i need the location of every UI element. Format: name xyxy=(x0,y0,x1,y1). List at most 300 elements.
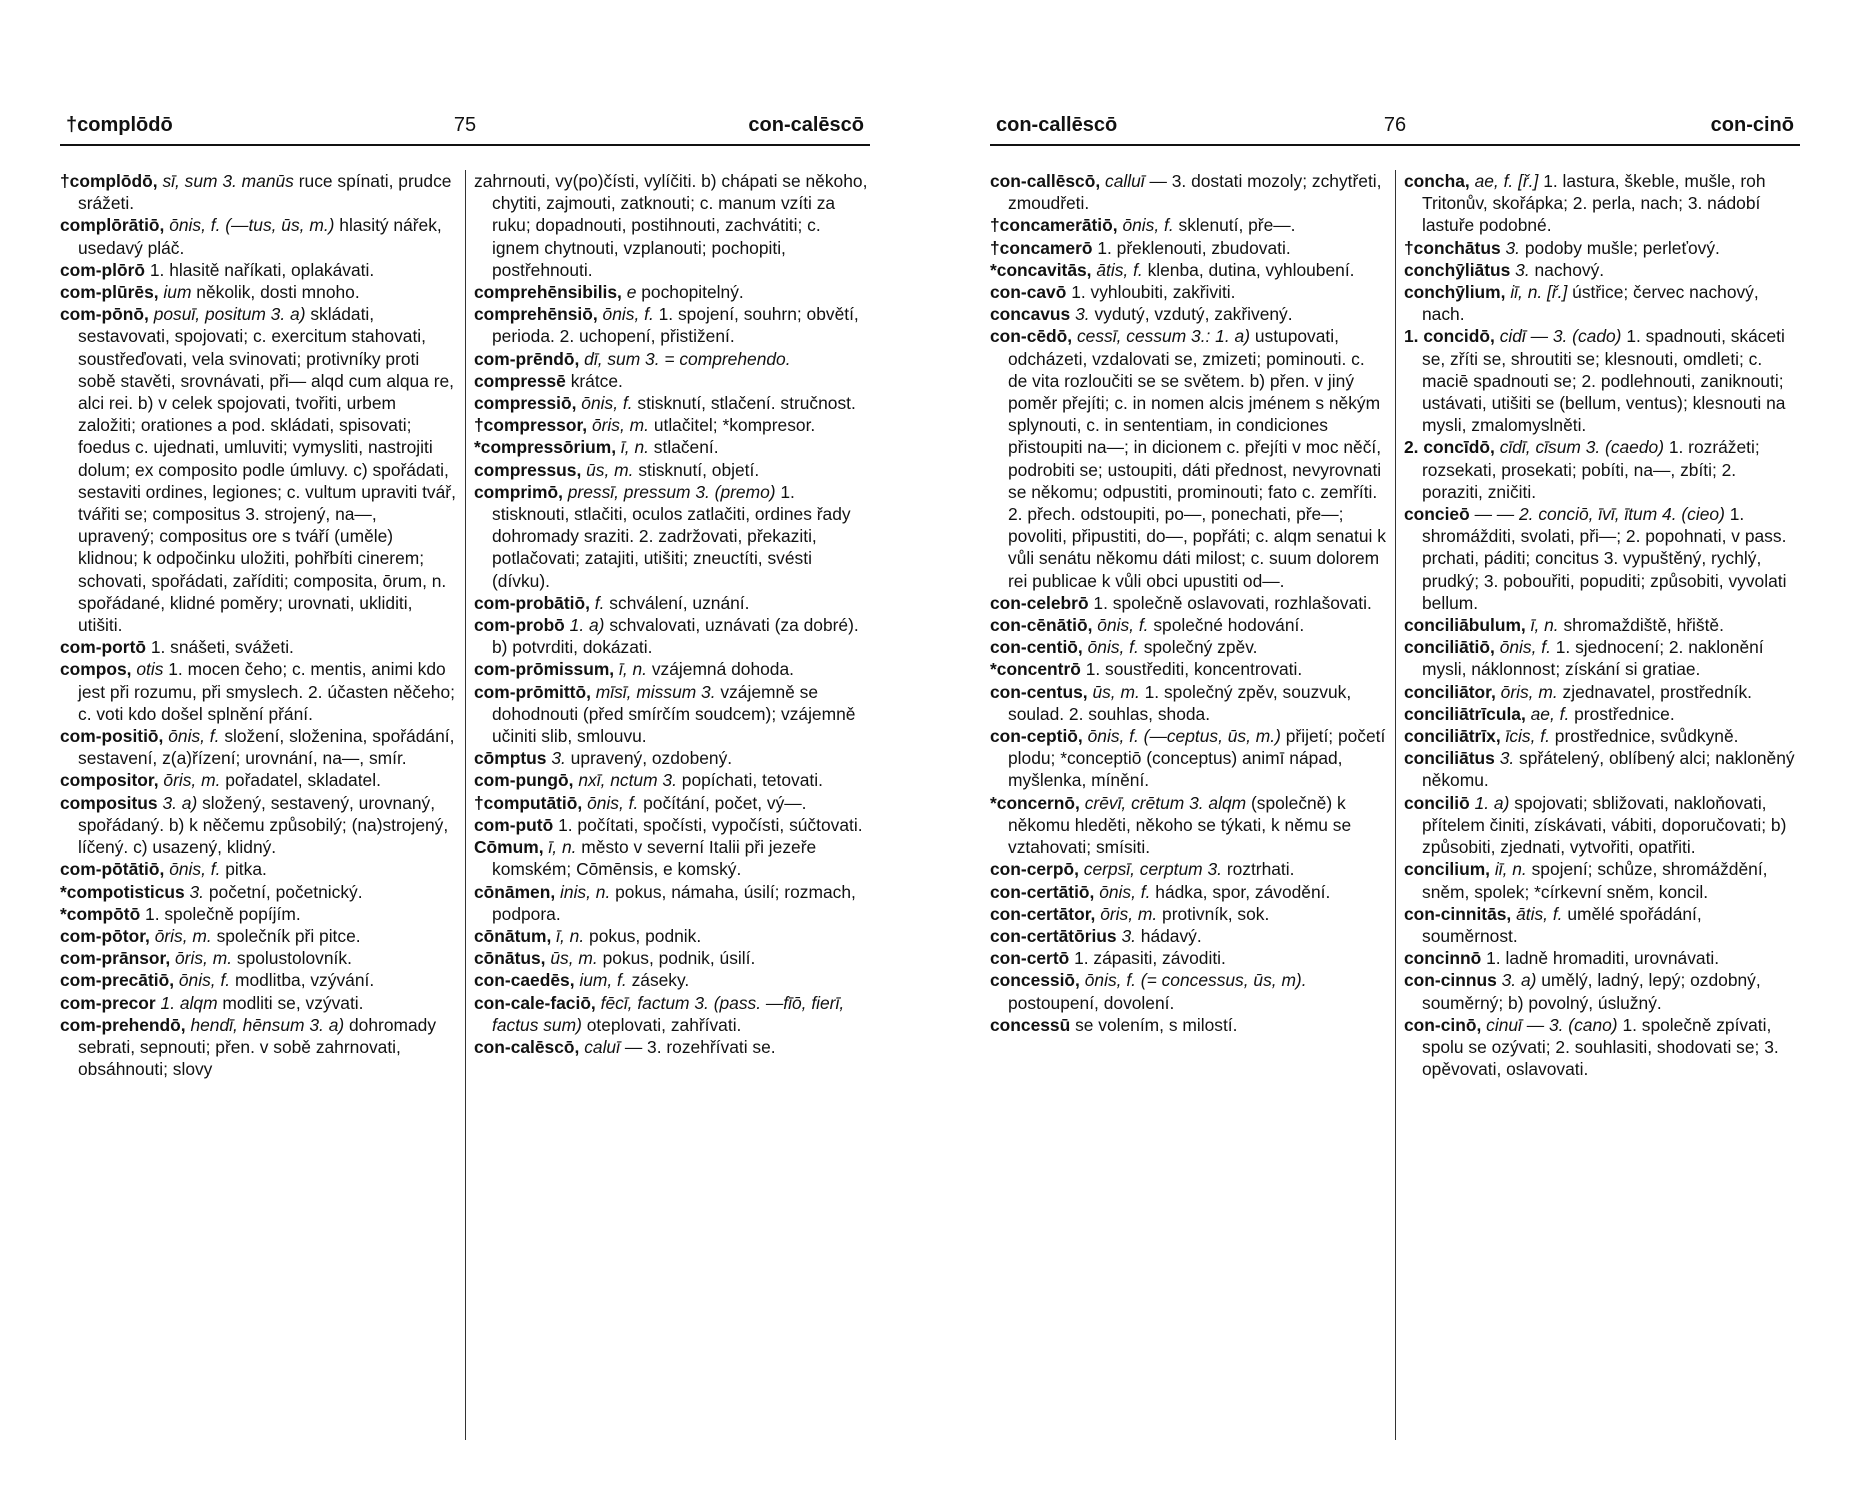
dictionary-entry xyxy=(990,681,1386,725)
entry-definition: stisknutí, objetí. xyxy=(638,459,760,480)
dictionary-entry xyxy=(1404,725,1800,747)
dictionary-entry xyxy=(1404,436,1800,503)
entry-headword: con-certō xyxy=(990,948,1070,969)
entry-grammar: caluī xyxy=(584,1036,620,1057)
entry-definition: 1. spadnouti, skáceti se, zříti se, shroutiti se; klesnouti, omdleti; c. maciē spadnouti se; 2. podlehnouti, zaniknouti; ustávati, utišiti se (bellum, ventus); klesnouti na mysli, zmalomyslněti. xyxy=(1422,326,1786,436)
entry-definition: — 3. dostati mozoly; zchytřeti, zmoudřeti. xyxy=(1008,171,1382,214)
entry-grammar: fēcī, factum 3. (pass. —fīō, fierī, factus sum) xyxy=(492,992,845,1035)
entry-grammar: cessī, cessum 3.: 1. a) xyxy=(1076,326,1250,347)
entry-definition: upravený, ozdobený. xyxy=(570,748,733,769)
dictionary-entry xyxy=(60,992,456,1014)
entry-grammar: otis xyxy=(136,659,164,680)
entry-grammar: — — 2. conciō, īvī, ītum 4. (cieo) xyxy=(1474,504,1725,525)
entry-definition: podoby mušle; perleťový. xyxy=(1524,237,1720,258)
entry-definition: pokus, podnik, úsilí. xyxy=(602,948,756,969)
entry-headword: con-callēscō, xyxy=(990,171,1101,191)
entry-headword: con-centiō, xyxy=(990,637,1083,658)
entry-headword: com-pungō, xyxy=(474,770,574,791)
dictionary-entry xyxy=(990,281,1386,303)
entry-definition: umělé spořádání, souměrnost. xyxy=(1422,903,1702,946)
entry-headword: compressus, xyxy=(474,459,582,480)
dictionary-entry xyxy=(474,925,870,947)
entry-headword: com-prēndō, xyxy=(474,348,580,369)
entry-definition: 1. společně zpívati, spolu se ozývati; 2. souhlasiti, shodovati se; 3. opěvovati, oslavovati. xyxy=(1422,1014,1779,1080)
entry-grammar: e xyxy=(626,282,637,303)
entry-headword: con-cerpō, xyxy=(990,859,1079,880)
dictionary-entry xyxy=(1404,503,1800,614)
entry-headword: conciliābulum, xyxy=(1404,615,1526,636)
entry-definition: pokus, námaha, úsilí; rozmach, podpora. xyxy=(492,881,856,924)
entry-definition: skládati, sestavovati, spojovati; c. exercitum stahovati, soustřeďovati, vela svinovati; protivníky proti sobě stavěti, srovnávati, při— alqd cum alqua re, alci rei. b) v celek spojovati, tvořiti, urbem založiti; orationes a pod. skládati, spisovati; foedus c. ujednati, umluviti; vymysliti, nastrojiti dolum; ex composito podle úmluvy. c) spořádati, sestaviti ordines, legiones; c. vultum upraviti tvář, tvářiti se; compositus 3. strojený, na—, upravený; compositus ore s tváří (uměle) klidnou; k odpočinku uložiti, pohřbíti cinerem; schovati, spořádati, zaříditi; composita, ōrum, n. spořádané, klidné poměry; urovnati, ukliditi, utišiti. xyxy=(78,304,456,636)
entry-grammar: cerpsī, cerptum 3. xyxy=(1083,859,1222,880)
entry-grammar: 1. a) xyxy=(569,615,605,636)
dictionary-page-left xyxy=(60,0,870,1500)
entry-headword: com-plōrō xyxy=(60,259,146,280)
entry-headword: conciliātiō, xyxy=(1404,637,1495,658)
entry-grammar: ī, n. xyxy=(548,837,577,858)
entry-grammar: ōnis, f. xyxy=(602,304,654,325)
entry-grammar: ōris, m. xyxy=(1100,903,1158,924)
entry-headword: *compōtō xyxy=(60,903,141,924)
dictionary-entry xyxy=(60,170,456,214)
entry-headword: con-caedēs, xyxy=(474,970,575,991)
entry-headword: cōnāmen, xyxy=(474,881,556,902)
dictionary-entry xyxy=(1404,614,1800,636)
entry-headword: con-cinnitās, xyxy=(1404,903,1512,924)
dictionary-entry xyxy=(474,947,870,969)
dictionary-entry xyxy=(60,947,456,969)
entry-definition: postoupení, dovolení. xyxy=(1008,992,1175,1013)
entry-grammar: iī, n. [ř.] xyxy=(1510,282,1568,303)
entry-definition: pořadatel, skladatel. xyxy=(225,770,381,791)
entry-headword: con-certātōrius xyxy=(990,925,1117,946)
entry-definition: záseky. xyxy=(631,970,690,991)
entry-definition: hádka, spor, závodění. xyxy=(1155,881,1331,902)
entry-definition: popíchati, tetovati. xyxy=(681,770,823,791)
entry-definition: oteplovati, zahřívati. xyxy=(586,1014,742,1035)
dictionary-entry xyxy=(990,858,1386,880)
entry-definition: roztrhati. xyxy=(1226,859,1295,880)
entry-definition: pokus, podnik. xyxy=(589,925,702,946)
dictionary-entry xyxy=(1404,636,1800,680)
entry-grammar: ōnis, f. (= concessus, ūs, m). xyxy=(1084,970,1307,991)
entry-grammar: ōris, m. xyxy=(175,948,233,969)
dictionary-entry xyxy=(990,969,1386,1013)
header-guide-word-left: †complōdō xyxy=(66,114,173,136)
entry-definition: početní, početnický. xyxy=(208,881,363,902)
entry-headword: con-calēscō, xyxy=(474,1036,580,1057)
entry-grammar: ī, n. xyxy=(1530,615,1559,636)
dictionary-entry xyxy=(60,858,456,880)
entry-grammar: ōnis, f. xyxy=(1122,215,1174,236)
entry-headword: conchӯlium, xyxy=(1404,282,1506,303)
dictionary-entry xyxy=(474,1036,870,1058)
dictionary-entry xyxy=(60,792,456,859)
entry-grammar: sī, sum 3. manūs xyxy=(162,171,294,191)
entry-grammar: ātis, f. xyxy=(1516,903,1563,924)
entry-definition: 1. shromážditi, svolati, při—; 2. popohnati, v pass. prchati, páditi; concitus 3. vypuštěný, rychlý, prudký; 3. pobouřiti, popuditi; způsobiti, vyvolati bellum. xyxy=(1422,504,1787,613)
entry-grammar: ōnis, f. (—ceptus, ūs, m.) xyxy=(1087,726,1281,747)
entry-grammar: ōnis, f. (—tus, ūs, m.) xyxy=(169,215,335,236)
entry-definition: dohromady sebrati, sepnouti; přen. v sobě zahrnovati, obsáhnouti; slovy xyxy=(78,1014,437,1080)
dictionary-entry xyxy=(1404,170,1800,237)
entry-definition: prostřednice. xyxy=(1574,703,1675,724)
dictionary-entry xyxy=(990,925,1386,947)
entry-headword: con-certātiō, xyxy=(990,881,1095,902)
dictionary-entry xyxy=(990,237,1386,259)
entry-grammar: ōnis, f. xyxy=(178,970,231,991)
entry-headword: com-pōnō, xyxy=(60,304,149,325)
entry-headword: con-cale-faciō, xyxy=(474,992,596,1013)
dictionary-entry xyxy=(474,414,870,436)
entry-grammar: ōris, m. xyxy=(163,770,221,791)
entry-grammar: nxī, nctum 3. xyxy=(578,770,677,791)
dictionary-entry xyxy=(990,903,1386,925)
dictionary-entry xyxy=(1404,281,1800,325)
dictionary-entry xyxy=(1404,792,1800,859)
entry-headword: †concamerō xyxy=(990,237,1093,258)
dictionary-entry xyxy=(60,636,456,658)
entry-definition: stisknutí, stlačení. stručnost. xyxy=(637,393,856,414)
entry-grammar: ūs, m. xyxy=(586,459,634,480)
entry-headword: conciliātus xyxy=(1404,748,1495,769)
entry-definition: počítání, počet, vý—. xyxy=(643,792,807,813)
dictionary-entry xyxy=(990,303,1386,325)
entry-headword: †compressor, xyxy=(474,415,588,436)
entry-grammar: 3. xyxy=(551,748,566,769)
entry-headword: †complōdō, xyxy=(60,171,158,191)
entry-grammar: ium, f. xyxy=(579,970,627,991)
entry-grammar: ōris, m. xyxy=(591,415,649,436)
entry-grammar: ae, f. [ř.] xyxy=(1474,171,1539,191)
entry-headword: conciliātrīx, xyxy=(1404,726,1501,747)
entry-definition: prostřednice, svůdkyně. xyxy=(1554,726,1739,747)
page-number: 75 xyxy=(453,114,477,136)
entry-definition: 1. vyhloubiti, zakřiviti. xyxy=(1071,282,1236,303)
entry-grammar: 3. xyxy=(1505,237,1521,258)
dictionary-entry xyxy=(474,592,870,614)
dictionary-entry xyxy=(1404,858,1800,902)
dictionary-entry xyxy=(474,459,870,481)
dictionary-entry xyxy=(1404,703,1800,725)
entry-grammar: cīdī, cīsum 3. (caedo) xyxy=(1499,437,1664,458)
dictionary-entry xyxy=(1404,1014,1800,1081)
entry-headword: conciliātrīcula, xyxy=(1404,703,1526,724)
entry-definition: 1. mocen čeho; c. mentis, animi kdo jest při rozumu, při smyslech. 2. účasten něčeho; c. voti kdo došel splnění přání. xyxy=(78,659,455,724)
entry-headword: Cōmum, xyxy=(474,837,544,858)
entry-headword: conchӯliātus xyxy=(1404,259,1511,280)
entry-headword: com-pōtor, xyxy=(60,925,150,946)
dictionary-entry xyxy=(474,658,870,680)
entry-definition: 1. společně oslavovati, rozhlašovati. xyxy=(1093,592,1372,613)
entry-headword: com-precātiō, xyxy=(60,970,175,991)
entry-definition: ústřice; červec nachový, nach. xyxy=(1422,282,1759,325)
entry-definition: město v severní Italii při jezeře komském; Cōmēnsis, e komský. xyxy=(492,837,817,880)
entry-definition: schválení, uznání. xyxy=(609,592,750,613)
entry-definition: 1. ladně hromaditi, urovnávati. xyxy=(1486,948,1720,969)
entry-grammar: cidī — 3. (cado) xyxy=(1499,326,1622,347)
dictionary-entry xyxy=(474,392,870,414)
entry-grammar: ium xyxy=(163,282,192,303)
dictionary-entry xyxy=(1404,259,1800,281)
dictionary-entry xyxy=(474,681,870,748)
entry-definition: zahrnouti, vy(po)čísti, vylíčiti. b) chápati se někoho, chytiti, zajmouti, zatknouti; c. manum vzíti za ruku; dopadnouti, postihnouti, zachvátiti; c. ignem chytnouti, vzplanouti; pochopiti, postřehnouti. xyxy=(474,171,868,280)
column-right xyxy=(474,170,870,1058)
dictionary-entry xyxy=(474,348,870,370)
entry-headword: complōrātiō, xyxy=(60,215,165,236)
entry-grammar: mīsī, missum 3. xyxy=(595,681,716,702)
dictionary-entry xyxy=(474,792,870,814)
entry-headword: con-celebrō xyxy=(990,592,1089,613)
entry-definition: spřátelený, oblíbený alci; nakloněný někomu. xyxy=(1422,748,1795,791)
entry-headword: com-prōmissum, xyxy=(474,659,615,680)
entry-headword: con-cinnus xyxy=(1404,970,1497,991)
entry-headword: concessū xyxy=(990,1014,1071,1035)
dictionary-entry xyxy=(990,170,1386,214)
entry-definition: nachový. xyxy=(1534,259,1605,280)
entry-headword: concieō xyxy=(1404,504,1470,525)
column-divider xyxy=(1395,170,1396,1440)
entry-definition: spojovati; sbližovati, nakloňovati, přítelem činiti, získávati, vábiti, doporučovati; b) způsobiti, zjednati, vytvořiti, opatřiti. xyxy=(1422,792,1787,858)
entry-definition: 1. soustřediti, koncentrovati. xyxy=(1085,659,1303,680)
entry-headword: con-cavō xyxy=(990,282,1067,303)
entry-definition: vzájemně se dohodnouti (před smírčím soudcem); vzájemně učiniti slib, smlouvu. xyxy=(492,681,856,747)
dictionary-entry xyxy=(474,769,870,791)
entry-grammar: inis, n. xyxy=(560,881,611,902)
entry-definition: společné hodování. xyxy=(1153,615,1305,636)
entry-headword: com-prehendō, xyxy=(60,1014,186,1035)
dictionary-entry xyxy=(474,281,870,303)
dictionary-entry xyxy=(990,636,1386,658)
column-divider xyxy=(465,170,466,1440)
entry-definition: společný zpěv. xyxy=(1143,637,1258,658)
entry-definition: utlačitel; *kompresor. xyxy=(653,415,816,436)
entry-grammar: 3. xyxy=(189,881,205,902)
entry-headword: com-probō xyxy=(474,615,565,636)
entry-headword: com-plūrēs, xyxy=(60,282,159,303)
dictionary-entry xyxy=(990,1014,1386,1036)
entry-definition: vydutý, vzdutý, zakřivený. xyxy=(1094,304,1293,325)
entry-headword: compressiō, xyxy=(474,393,577,414)
header-guide-word-right: con-cinō xyxy=(1710,114,1794,136)
entry-grammar: 3. a) xyxy=(162,792,198,813)
entry-headword: com-putō xyxy=(474,814,554,835)
entry-definition: přijetí; početí plodu; *conceptiō (conceptus) animī nápad, myšlenka, mínění. xyxy=(1008,726,1386,791)
entry-grammar: ōnis, f. xyxy=(587,792,639,813)
entry-headword: *compressōrium, xyxy=(474,437,617,458)
dictionary-entry xyxy=(474,303,870,347)
dictionary-entry xyxy=(474,814,870,836)
dictionary-entry xyxy=(990,592,1386,614)
entry-grammar: ōris, m. xyxy=(154,925,212,946)
entry-headword: con-cēnātiō, xyxy=(990,615,1093,636)
dictionary-entry xyxy=(60,1014,456,1081)
entry-definition: pitka. xyxy=(225,859,267,880)
entry-definition: modliti se, vzývati. xyxy=(222,992,364,1013)
entry-headword: com-prōmittō, xyxy=(474,681,591,702)
dictionary-entry xyxy=(60,903,456,925)
entry-definition: 1. stisknouti, stlačiti, oculos zatlačiti, ordines řady dohromady sraziti. 2. zadržovati, překaziti, potlačovati; zatajiti, utišiti; zneuctíti, svésti (dívku). xyxy=(492,481,851,591)
entry-definition: zjednavatel, prostředník. xyxy=(1562,681,1752,702)
entry-headword: concessiō, xyxy=(990,970,1080,991)
entry-grammar: ī, n. xyxy=(618,659,647,680)
entry-definition: 1. sjednocení; 2. naklonění mysli, náklonnost; získání si gratiae. xyxy=(1422,637,1764,680)
dictionary-entry xyxy=(990,614,1386,636)
entry-grammar: ōnis, f. xyxy=(581,393,633,414)
entry-grammar: ōnis, f. xyxy=(1087,637,1139,658)
entry-grammar: ae, f. xyxy=(1530,703,1570,724)
entry-headword: compos, xyxy=(60,659,132,680)
entry-grammar: dī, sum 3. = comprehendo. xyxy=(584,348,791,369)
entry-grammar: ōris, m. xyxy=(1500,681,1558,702)
dictionary-entry xyxy=(990,792,1386,859)
entry-definition: 1. společně popíjím. xyxy=(145,903,301,924)
entry-grammar: ī, n. xyxy=(620,437,649,458)
page-number: 76 xyxy=(1383,114,1407,136)
entry-definition: ruce spínati, prudce srážeti. xyxy=(78,171,452,214)
dictionary-entry xyxy=(1404,747,1800,791)
entry-definition: složení, složenina, spořádání, sestavení, z(a)řízení; urovnání, na—, smír. xyxy=(78,726,455,769)
entry-grammar: ōnis, f. xyxy=(1499,637,1551,658)
entry-grammar: 3. a) xyxy=(1501,970,1537,991)
dictionary-page-right xyxy=(990,0,1800,1500)
entry-definition: shromaždiště, hřiště. xyxy=(1563,615,1724,636)
entry-headword: comprehēnsibilis, xyxy=(474,282,622,303)
entry-definition: hádavý. xyxy=(1140,925,1202,946)
entry-definition: sklenutí, pře—. xyxy=(1178,215,1296,236)
column-right xyxy=(1404,170,1800,1080)
entry-headword: †concamerātiō, xyxy=(990,215,1118,236)
entry-grammar: crēvī, crētum 3. alqm xyxy=(1084,792,1247,813)
dictionary-entry xyxy=(60,925,456,947)
dictionary-entry xyxy=(474,881,870,925)
dictionary-entry xyxy=(1404,237,1800,259)
dictionary-entry xyxy=(1404,903,1800,947)
header-guide-word-left: con-callēscō xyxy=(996,114,1118,136)
dictionary-entry xyxy=(474,481,870,592)
entry-grammar: 3. xyxy=(1499,748,1515,769)
dictionary-entry xyxy=(474,170,870,281)
entry-grammar: 3. xyxy=(1121,925,1136,946)
entry-headword: concilium, xyxy=(1404,859,1491,880)
entry-definition: několik, dosti mnoho. xyxy=(196,282,360,303)
entry-headword: com-prānsor, xyxy=(60,948,171,969)
entry-definition: pochopitelný. xyxy=(641,282,744,303)
entry-headword: cōnātus, xyxy=(474,948,546,969)
entry-headword: con-ceptiō, xyxy=(990,726,1083,747)
entry-headword: concavus xyxy=(990,304,1071,325)
column-left xyxy=(990,170,1386,1036)
entry-grammar: ōnis, f. xyxy=(1099,881,1151,902)
dictionary-entry xyxy=(990,947,1386,969)
entry-definition: spojení; schůze, shromáždění, sněm, spolek; *církevní sněm, koncil. xyxy=(1422,859,1768,902)
dictionary-entry xyxy=(60,881,456,903)
dictionary-entry xyxy=(990,325,1386,591)
entry-headword: compressē xyxy=(474,370,566,391)
dictionary-entry xyxy=(990,725,1386,792)
page-header xyxy=(990,112,1800,146)
entry-definition: krátce. xyxy=(570,370,623,391)
entry-definition: 1. snášeti, svážeti. xyxy=(150,637,294,658)
dictionary-entry xyxy=(990,881,1386,903)
entry-grammar: f. xyxy=(594,592,605,613)
entry-grammar: cinuī — 3. (cano) xyxy=(1486,1014,1618,1035)
entry-headword: *concentrō xyxy=(990,659,1081,680)
entry-definition: (společně) k někomu hleděti, někoho se týkati, k němu se vztahovati; smísiti. xyxy=(1008,792,1352,858)
dictionary-entry xyxy=(1404,947,1800,969)
entry-grammar: hendī, hēnsum 3. a) xyxy=(190,1014,345,1035)
entry-grammar: ūs, m. xyxy=(550,948,598,969)
entry-grammar: iī, n. xyxy=(1494,859,1527,880)
entry-headword: compositus xyxy=(60,792,158,813)
entry-headword: com-positiō, xyxy=(60,726,164,747)
entry-headword: *concavitās, xyxy=(990,259,1092,280)
entry-definition: hlasitý nářek, usedavý pláč. xyxy=(78,215,442,258)
dictionary-entry xyxy=(474,992,870,1036)
dictionary-entry xyxy=(1404,325,1800,436)
entry-grammar: īcis, f. xyxy=(1505,726,1550,747)
entry-headword: †computātiō, xyxy=(474,792,583,813)
entry-definition: ustupovati, odcházeti, vzdalovati se, zmizeti; pominouti. c. de vita rozloučiti se se světem. b) přen. v jiný poměr přejíti; c. in nomen alcis jménem s někým splynouti, c. in sententiam, in condiciones přistoupiti na—; in dicionem c. přejíti v moc něčí, podrobiti se; ustoupiti, dáti přednost, nevyrovnati se někomu; odpustiti, prominouti; fato c. zemříti. 2. přech. odstoupiti, po—, ponechati, pře—; povoliti, připustiti, do—, popřáti; c. alqm senatui k vůli senátu někomu dáti milost; c. suum dolorem rei publicae k vůli obci upustiti od—. xyxy=(1008,326,1386,591)
page-header xyxy=(60,112,870,146)
dictionary-entry xyxy=(990,214,1386,236)
entry-headword: conciliō xyxy=(1404,792,1470,813)
entry-grammar: ātis, f. xyxy=(1096,259,1143,280)
entry-headword: com-pōtātiō, xyxy=(60,859,165,880)
entry-headword: concha, xyxy=(1404,171,1470,191)
dictionary-entry xyxy=(1404,681,1800,703)
entry-definition: 1. hlasitě naříkati, oplakávati. xyxy=(149,259,375,280)
header-guide-word-right: con-calēscō xyxy=(748,114,864,136)
entry-grammar: posuī, positum 3. a) xyxy=(153,304,306,325)
entry-grammar: ī, n. xyxy=(556,925,585,946)
column-left xyxy=(60,170,456,1080)
entry-definition: klenba, dutina, vyhloubení. xyxy=(1147,259,1355,280)
dictionary-entry xyxy=(474,436,870,458)
dictionary-entry xyxy=(60,259,456,281)
dictionary-entry xyxy=(60,303,456,636)
entry-definition: spolustolovník. xyxy=(236,948,352,969)
entry-headword: con-centus, xyxy=(990,681,1088,702)
entry-definition: společník při pitce. xyxy=(216,925,361,946)
entry-definition: modlitba, vzývání. xyxy=(234,970,375,991)
entry-definition: umělý, ladný, lepý; ozdobný, souměrný; b) povolný, úslužný. xyxy=(1422,970,1761,1013)
entry-headword: con-certātor, xyxy=(990,903,1096,924)
dictionary-entry xyxy=(990,259,1386,281)
entry-definition: 1. lastura, škeble, mušle, roh Tritonův, skořápka; 2. perla, nach; 3. nádobí lastuře podobné. xyxy=(1422,171,1766,236)
entry-headword: comprimō, xyxy=(474,481,563,502)
entry-headword: *compotisticus xyxy=(60,881,185,902)
dictionary-entry xyxy=(474,747,870,769)
entry-headword: cōnātum, xyxy=(474,925,552,946)
dictionary-entry xyxy=(474,614,870,658)
dictionary-entry xyxy=(1404,969,1800,1013)
entry-headword: cōmptus xyxy=(474,748,547,769)
entry-grammar: calluī xyxy=(1105,171,1145,191)
entry-definition: vzájemná dohoda. xyxy=(651,659,794,680)
entry-definition: — 3. rozehřívati se. xyxy=(624,1036,776,1057)
entry-grammar: ūs, m. xyxy=(1092,681,1140,702)
entry-headword: com-portō xyxy=(60,637,146,658)
entry-headword: con-cēdō, xyxy=(990,326,1073,347)
dictionary-entry xyxy=(60,725,456,769)
entry-grammar: ōnis, f. xyxy=(169,859,221,880)
entry-headword: comprehēnsiō, xyxy=(474,304,598,325)
entry-definition: stlačení. xyxy=(653,437,719,458)
entry-grammar: 1. alqm xyxy=(160,992,218,1013)
entry-headword: concinnō xyxy=(1404,948,1482,969)
dictionary-entry xyxy=(990,658,1386,680)
